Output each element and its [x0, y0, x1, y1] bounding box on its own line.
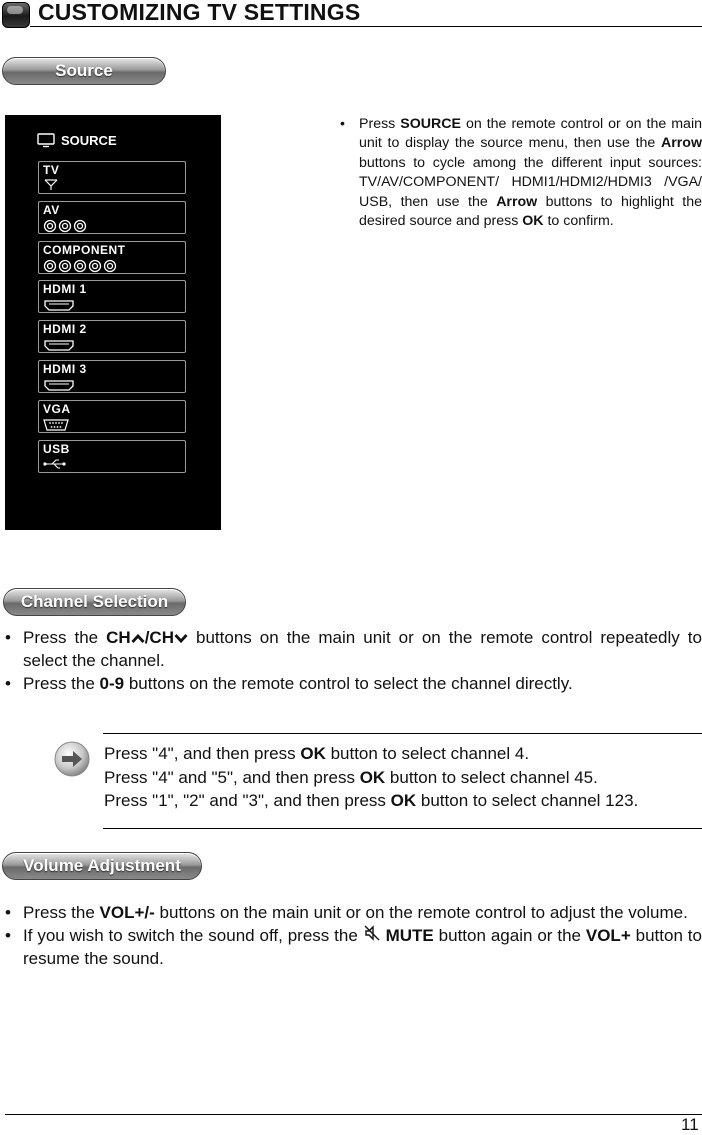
- list-item: • If you wish to switch the sound off, press the MUTE button again or the VOL+ button to resume the sound.: [5, 926, 702, 968]
- section-heading-source: Source: [2, 57, 166, 85]
- source-instructions-text: Press SOURCE on the remote control or on the main unit to display the source menu, then use the Arrow buttons to cycle among the different input sources: TV/AV/COMPONENT/ HDMI1/HDMI2/HDMI3 /VGA/ USB, then use the Arrow buttons to highlight the desired source and press OK to confirm.: [359, 116, 702, 230]
- chevron-down-icon: [174, 633, 188, 644]
- list-item: • Press the CH /CH buttons on the main unit or on the remote control repeatedly to select the channel.: [5, 628, 702, 670]
- source-item-label: HDMI 2: [43, 322, 87, 336]
- list-item: • Press the 0-9 buttons on the remote control to select the channel directly.: [5, 674, 573, 693]
- source-menu-panel: [5, 115, 221, 530]
- example-line: Press "1", "2" and "3", and then press OK button to select channel 123.: [104, 791, 639, 810]
- source-menu-title: SOURCE: [37, 133, 117, 148]
- example-line: Press "4" and "5", and then press OK button to select channel 45.: [104, 767, 598, 787]
- footer-rule: [5, 1114, 702, 1115]
- page-number: 11: [681, 1115, 699, 1134]
- rca-jacks-icon: [43, 219, 185, 233]
- source-item-label: HDMI 3: [43, 362, 87, 376]
- source-item-usb[interactable]: [38, 440, 186, 473]
- source-item-label: TV: [43, 163, 60, 177]
- header-rule: [30, 26, 702, 27]
- page-title: CUSTOMIZING TV SETTINGS: [38, 0, 361, 25]
- source-item-label: COMPONENT: [43, 243, 126, 257]
- channel-instructions: [5, 626, 702, 695]
- section-heading-channel: Channel Selection: [3, 588, 186, 616]
- arrow-note-icon: [53, 740, 91, 778]
- source-item-vga[interactable]: [38, 400, 186, 433]
- hdmi-port-icon: [43, 298, 185, 312]
- bullet: •: [340, 116, 345, 132]
- antenna-icon: [43, 179, 185, 193]
- source-item-label: VGA: [43, 402, 71, 416]
- header-badge-icon: [2, 2, 30, 28]
- example-bottom-rule: [103, 828, 702, 829]
- source-item-label: USB: [43, 442, 70, 456]
- source-item-hdmi1[interactable]: [38, 280, 186, 313]
- usb-icon: [43, 458, 185, 472]
- list-item: • Press the VOL+/- buttons on the main unit or on the remote control to adjust the volume.: [5, 903, 688, 922]
- section-heading-volume: Volume Adjustment: [2, 852, 202, 880]
- rca-jacks-icon: [43, 259, 185, 273]
- chevron-up-icon: [131, 633, 145, 644]
- volume-instructions: [5, 901, 702, 970]
- example-line: Press "4", and then press OK button to select channel 4.: [104, 744, 530, 763]
- source-item-component[interactable]: [38, 241, 186, 274]
- hdmi-port-icon: [43, 338, 185, 352]
- source-item-tv[interactable]: [38, 161, 186, 194]
- mute-icon: [363, 924, 381, 942]
- source-item-hdmi2[interactable]: [38, 320, 186, 353]
- tv-icon: [37, 133, 55, 148]
- example-top-rule: [103, 733, 702, 734]
- source-item-label: HDMI 1: [43, 282, 87, 296]
- source-instructions: [340, 115, 702, 231]
- example-lines: [104, 742, 638, 813]
- source-item-label: AV: [43, 203, 60, 217]
- source-item-hdmi3[interactable]: [38, 360, 186, 393]
- vga-port-icon: [43, 418, 185, 432]
- hdmi-port-icon: [43, 378, 185, 392]
- source-item-av[interactable]: [38, 201, 186, 234]
